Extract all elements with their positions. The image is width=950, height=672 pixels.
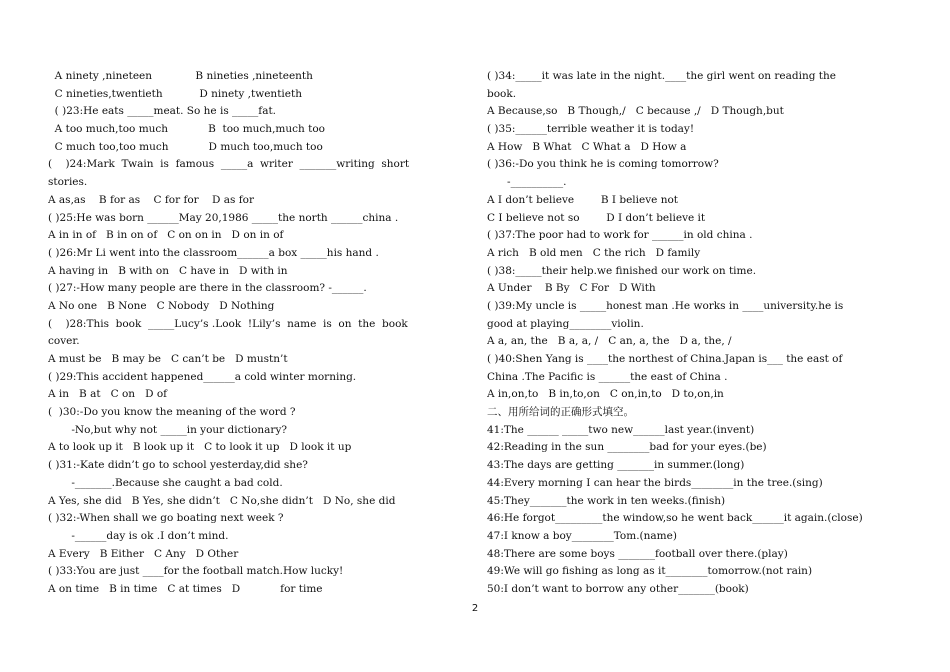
question-line: ( )32:-When shall we go boating next week ? <box>48 512 284 525</box>
question-line: ( )33:You are just ____for the football match.How lucky! <box>48 565 344 578</box>
section-heading: 二、用所给词的正确形式填空。 <box>487 406 634 419</box>
question-line: A as,as B for as C for for D as for <box>48 193 255 206</box>
question-line: A in B at C on D of <box>48 388 168 401</box>
question-line: 45:They_______the work in ten weeks.(finish) <box>487 494 726 507</box>
question-line: A a, an, the B a, a, / C an, a, the D a, the, / <box>487 335 732 348</box>
question-line: cover. <box>48 335 80 348</box>
question-line: ( )37:The poor had to work for ______in old china . <box>487 229 753 242</box>
question-line: A Yes, she did B Yes, she didn’t C No,she didn’t D No, she did <box>48 494 396 507</box>
question-line: -No,but why not _____in your dictionary? <box>48 423 288 436</box>
question-line: ( )28:This book _____Lucy’s .Look !Lily’s name is on the book <box>48 317 408 330</box>
question-line: -__________. <box>487 176 567 189</box>
question-line: A to look up it B look up it C to look it up D look it up <box>48 441 352 454</box>
question-line: ( )34:_____it was late in the night.____the girl went on reading the <box>487 70 836 82</box>
question-line: ( )40:Shen Yang is ____the northest of China.Japan is___ the east of <box>487 353 843 365</box>
question-line: A ninety ,nineteen B nineties ,nineteenth <box>48 70 313 82</box>
question-line: 41:The ______ _____two new______last year.(invent) <box>487 423 755 436</box>
question-line: -_______.Because she caught a bad cold. <box>48 476 283 489</box>
question-line: A rich B old men C the rich D family <box>487 246 701 259</box>
question-line: C I believe not so D I don’t believe it <box>487 211 706 224</box>
right-column <box>487 68 905 599</box>
question-line: C nineties,twentieth D ninety ,twentieth <box>48 87 302 100</box>
question-line: 49:We will go fishing as long as it________tomorrow.(not rain) <box>487 565 813 578</box>
question-line: A I don’t believe B I believe not <box>487 193 679 206</box>
question-line: 43:The days are getting _______in summer.(long) <box>487 459 745 472</box>
question-line: ( )36:-Do you think he is coming tomorrow? <box>487 158 719 171</box>
question-line: A must be B may be C can’t be D mustn’t <box>48 353 288 365</box>
left-column <box>48 68 466 599</box>
question-line: A in in of B in on of C on on in D on in of <box>48 229 284 242</box>
question-line: A Every B Either C Any D Other <box>48 547 239 560</box>
question-line: 48:There are some boys _______football over there.(play) <box>487 547 788 560</box>
question-line: book. <box>487 87 517 100</box>
question-line: ( )23:He eats _____meat. So he is _____fat. <box>48 105 277 118</box>
question-line: ( )35:______terrible weather it is today! <box>487 123 695 136</box>
question-line: A too much,too much B too much,much too <box>48 123 325 136</box>
question-line: A Under B By C For D With <box>487 282 656 295</box>
question-line: A No one B None C Nobody D Nothing <box>48 299 275 312</box>
question-line: A in,on,to B in,to,on C on,in,to D to,on,in <box>487 388 724 401</box>
question-line: ( )25:He was born ______May 20,1986 _____the north ______china . <box>48 211 399 224</box>
question-line: 47:I know a boy________Tom.(name) <box>487 529 677 542</box>
question-line: 50:I don’t want to borrow any other_______(book) <box>487 582 749 595</box>
question-line: ( )26:Mr Li went into the classroom______a box _____his hand . <box>48 246 379 259</box>
question-line: China .The Pacific is ______the east of China . <box>487 370 728 383</box>
question-line: C much too,too much D much too,much too <box>48 140 323 153</box>
page-number: 2 <box>471 603 479 614</box>
question-line: stories. <box>48 176 88 189</box>
question-line: ( )31:-Kate didn’t go to school yesterday,did she? <box>48 459 308 472</box>
question-line: ( )29:This accident happened______a cold winter morning. <box>48 370 357 383</box>
question-line: A How B What C What a D How a <box>487 140 687 153</box>
question-line: good at playing________violin. <box>487 317 644 330</box>
question-line: 46:He forgot_________the window,so he went back______it again.(close) <box>487 512 863 525</box>
question-line: ( )38:_____their help.we finished our work on time. <box>487 264 757 277</box>
question-line: ( )24:Mark Twain is famous _____a writer _______writing short <box>48 158 410 171</box>
question-line: ( )27:-How many people are there in the classroom? -______. <box>48 282 367 295</box>
question-line: A on time B in time C at times D for time <box>48 582 323 595</box>
question-line: 42:Reading in the sun ________bad for your eyes.(be) <box>487 441 767 454</box>
question-line: ( )39:My uncle is _____honest man .He works in ____university.he is <box>487 299 844 312</box>
question-line: A having in B with on C have in D with in <box>48 264 288 277</box>
question-line: ( )30:-Do you know the meaning of the word ? <box>48 406 296 419</box>
question-line: 44:Every morning I can hear the birds________in the tree.(sing) <box>487 476 823 489</box>
question-line: A Because,so B Though,/ C because ,/ D Though,but <box>487 105 784 118</box>
question-line: -______day is ok .I don’t mind. <box>48 529 229 542</box>
